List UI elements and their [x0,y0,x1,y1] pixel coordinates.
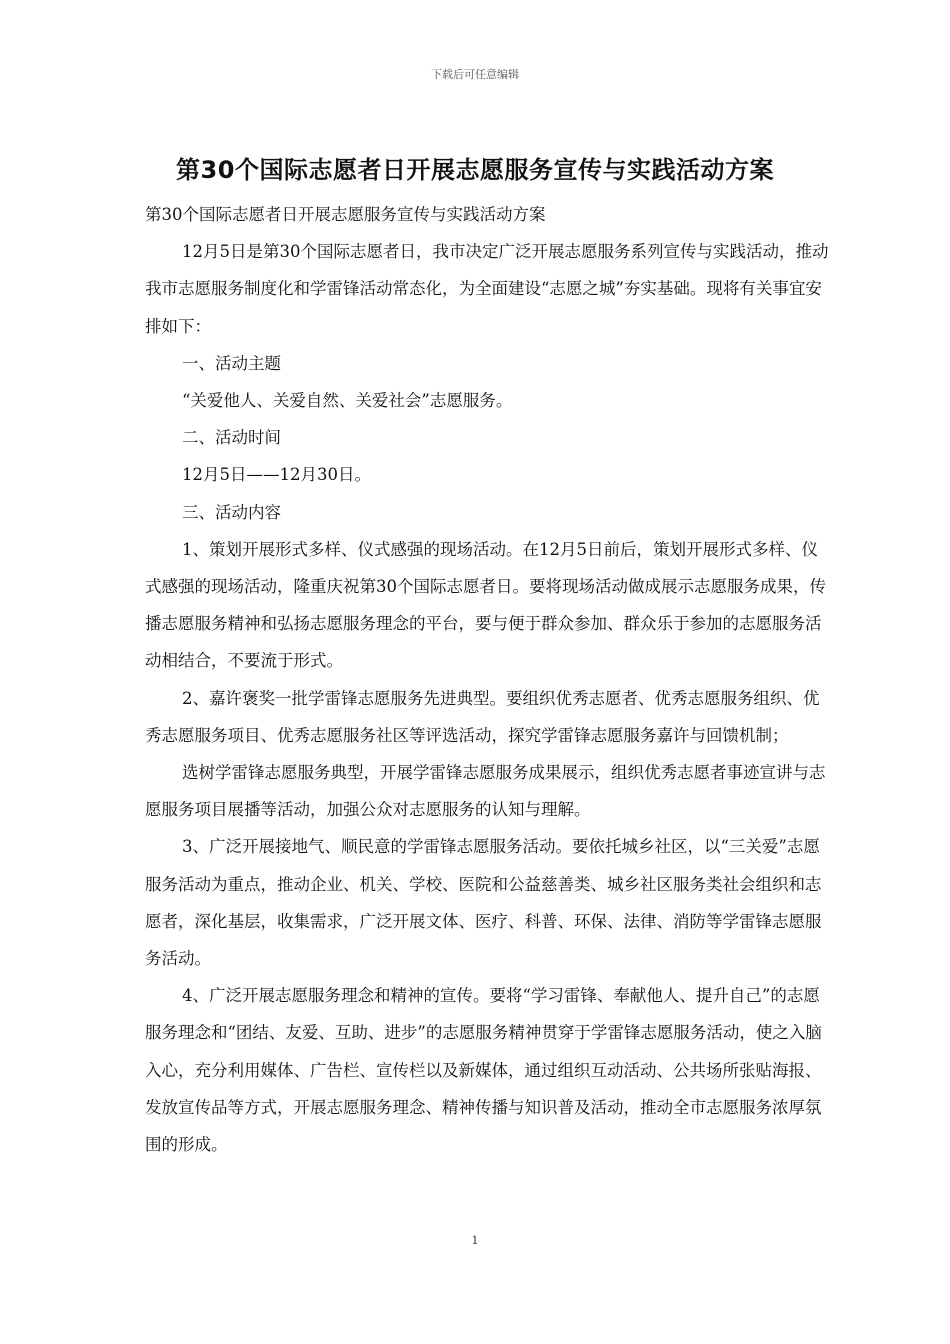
paragraph: 1、策划开展形式多样、仪式感强的现场活动。在12月5日前后，策划开展形式多样、仪式感强的现场活动，隆重庆祝第30个国际志愿者日。要将现场活动做成展示志愿服务成果，传播志愿服务精神和弘扬志愿服务理念的平台，要与便于群众参加、群众乐于参加的志愿服务活动相结合，不要流于形式。 [145,539,826,671]
paragraph: 选树学雷锋志愿服务典型，开展学雷锋志愿服务成果展示，组织优秀志愿者事迹宣讲与志愿服务项目展播等活动，加强公众对志愿服务的认知与理解。 [145,763,826,820]
section-heading: 二、活动时间 [182,428,281,448]
paragraph: “关爱他人、关爱自然、关爱社会”志愿服务。 [182,391,513,411]
document-body [145,196,833,1163]
section-heading: 一、活动主题 [182,353,281,373]
paragraph: 4、广泛开展志愿服务理念和精神的宣传。要将“学习雷锋、奉献他人、提升自己”的志愿服务理念和“团结、友爱、互助、进步”的志愿服务精神贯穿于学雷锋志愿服务活动，使之入脑入心，充分利用媒体、广告栏、宣传栏以及新媒体，通过组织互动活动、公共场所张贴海报、发放宣传品等方式，开展志愿服务理念、精神传播与知识普及活动，推动全市志愿服务浓厚氛围的形成。 [145,986,822,1155]
paragraph: 12月5日——12月30日。 [182,465,371,485]
document-title: 第30个国际志愿者日开展志愿服务宣传与实践活动方案 [176,156,774,184]
paragraph: 3、广泛开展接地气、顺民意的学雷锋志愿服务活动。要依托城乡社区，以“三关爱”志愿服务活动为重点，推动企业、机关、学校、医院和公益慈善类、城乡社区服务类社会组织和志愿者，深化基层，收集需求，广泛开展文体、医疗、科普、环保、法律、消防等学雷锋志愿服务活动。 [145,837,822,969]
page-header: 下载后可任意编辑 [431,68,519,81]
paragraph: 2、嘉许褒奖一批学雷锋志愿服务先进典型。要组织优秀志愿者、优秀志愿服务组织、优秀志愿服务项目、优秀志愿服务社区等评选活动，探究学雷锋志愿服务嘉许与回馈机制； [145,688,820,745]
paragraph: 12月5日是第30个国际志愿者日，我市决定广泛开展志愿服务系列宣传与实践活动，推动我市志愿服务制度化和学雷锋活动常态化，为全面建设“志愿之城”夯实基础。现将有关事宜安排如下： [145,242,829,336]
section-heading: 三、活动内容 [182,502,281,522]
page-number: 1 [471,1234,479,1247]
paragraph: 第30个国际志愿者日开展志愿服务宣传与实践活动方案 [145,205,546,224]
